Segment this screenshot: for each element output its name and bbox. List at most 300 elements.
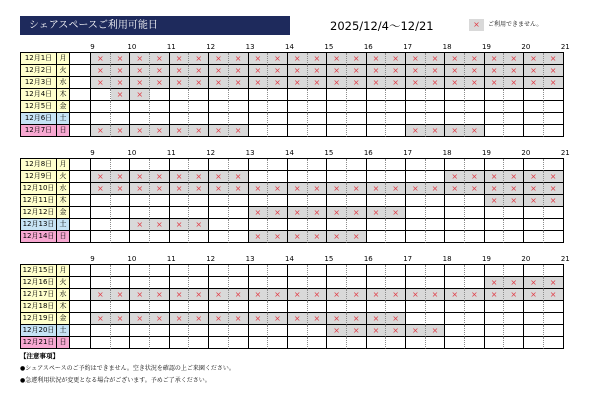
time-slot (386, 337, 406, 349)
time-slot (111, 65, 131, 77)
time-slot (465, 289, 485, 301)
time-slot (209, 289, 229, 301)
unavailable-mark: × (293, 78, 301, 87)
time-slot (229, 265, 249, 277)
time-slot (327, 277, 347, 289)
hour-label: 12 (206, 43, 216, 51)
page-title: シェアスペースご利用可能日 (20, 16, 290, 35)
time-slot (130, 301, 150, 313)
time-slot (288, 313, 308, 325)
time-slot (406, 265, 426, 277)
time-slot (249, 159, 269, 171)
time-slot (347, 89, 367, 101)
time-slot (504, 265, 524, 277)
time-slot (426, 289, 446, 301)
time-slot (485, 159, 505, 171)
time-slot (189, 289, 209, 301)
weekday-cell: 火 (57, 65, 70, 77)
time-slot (426, 325, 446, 337)
unavailable-mark: × (411, 326, 419, 335)
time-slot (229, 77, 249, 89)
time-slot (229, 171, 249, 183)
time-slot (386, 159, 406, 171)
time-slot (524, 125, 544, 137)
time-slot (426, 65, 446, 77)
time-slot (367, 313, 387, 325)
time-slot (268, 113, 288, 125)
time-slot (288, 265, 308, 277)
time-slot (347, 125, 367, 137)
time-slot (150, 77, 170, 89)
time-slot (268, 65, 288, 77)
time-slot (189, 265, 209, 277)
time-slot (465, 53, 485, 65)
time-slot (170, 207, 190, 219)
time-slot (91, 337, 111, 349)
spacer-cell (70, 125, 91, 137)
time-slot (327, 89, 347, 101)
time-slot (288, 195, 308, 207)
time-slot (229, 101, 249, 113)
time-slot (524, 53, 544, 65)
unavailable-mark: × (175, 78, 183, 87)
time-slot (111, 265, 131, 277)
time-slot (249, 53, 269, 65)
time-slot (268, 53, 288, 65)
time-slot (229, 183, 249, 195)
unavailable-mark: × (530, 172, 537, 181)
time-slot (150, 325, 170, 337)
hour-label: 10 (127, 149, 137, 157)
time-slot (426, 53, 446, 65)
unavailable-mark: × (136, 54, 144, 63)
time-slot (485, 313, 505, 325)
time-slot (485, 195, 505, 207)
spacer-cell (70, 65, 91, 77)
time-slot (327, 125, 347, 137)
unavailable-mark: × (313, 54, 321, 63)
time-slot (504, 325, 524, 337)
hour-label: 15 (324, 43, 334, 51)
unavailable-mark: × (116, 290, 124, 299)
hour-label: 9 (90, 43, 95, 51)
legend (469, 19, 542, 31)
spacer-cell (70, 313, 91, 325)
time-slot (485, 101, 505, 113)
time-slot (130, 171, 150, 183)
time-slot (406, 183, 426, 195)
time-slot (268, 219, 288, 231)
time-slot (426, 337, 446, 349)
time-slot (406, 289, 426, 301)
time-slot (524, 313, 544, 325)
spacer-cell (70, 325, 91, 337)
unavailable-mark: × (530, 196, 537, 205)
time-slot (229, 89, 249, 101)
unavailable-mark: × (293, 208, 301, 217)
time-slot (367, 277, 387, 289)
spacer-cell (70, 89, 91, 101)
time-slot (209, 277, 229, 289)
unavailable-mark: × (372, 66, 380, 75)
weekday-cell: 土 (57, 113, 70, 125)
unavailable-mark: × (473, 20, 480, 29)
time-slot (386, 183, 406, 195)
time-slot (426, 313, 446, 325)
time-slot (209, 183, 229, 195)
time-slot (229, 289, 249, 301)
unavailable-mark: × (352, 314, 360, 323)
unavailable-mark: × (116, 314, 124, 323)
unavailable-mark: × (274, 232, 281, 241)
date-cell: 12月18日 (21, 301, 57, 313)
time-slot (347, 65, 367, 77)
time-slot (367, 289, 387, 301)
time-slot (367, 231, 387, 243)
note-item: ●急遽利用状況が変更となる場合がございます。予めご了承ください。 (20, 377, 211, 384)
unavailable-mark: × (274, 290, 281, 299)
time-slot (504, 125, 524, 137)
unavailable-mark: × (175, 66, 183, 75)
time-slot (445, 277, 465, 289)
time-slot (249, 325, 269, 337)
date-cell: 12月3日 (21, 77, 57, 89)
time-slot (150, 207, 170, 219)
hour-label: 17 (403, 43, 413, 51)
time-slot (170, 325, 190, 337)
unavailable-mark: × (215, 184, 222, 193)
unavailable-mark: × (156, 126, 163, 135)
time-slot (91, 231, 111, 243)
schedule-grid (20, 264, 564, 349)
unavailable-mark: × (490, 54, 498, 63)
unavailable-mark: × (96, 172, 104, 181)
time-slot (504, 337, 524, 349)
time-slot (268, 325, 288, 337)
time-slot (249, 183, 269, 195)
time-slot (386, 207, 406, 219)
unavailable-mark: × (549, 196, 557, 205)
time-slot (209, 159, 229, 171)
time-slot (524, 89, 544, 101)
time-slot (150, 89, 170, 101)
notes-heading: 【注意事項】 (20, 352, 59, 360)
time-slot (288, 337, 308, 349)
time-slot (111, 301, 131, 313)
hour-label: 21 (560, 149, 570, 157)
unavailable-mark: × (254, 290, 262, 299)
time-slot (229, 219, 249, 231)
time-slot (268, 125, 288, 137)
time-slot (524, 219, 544, 231)
time-slot (189, 159, 209, 171)
time-slot (288, 325, 308, 337)
unavailable-mark: × (254, 232, 262, 241)
time-slot (189, 219, 209, 231)
weekday-cell: 日 (57, 337, 70, 349)
date-cell: 12月15日 (21, 265, 57, 277)
time-slot (111, 183, 131, 195)
time-slot (504, 231, 524, 243)
time-slot (386, 289, 406, 301)
time-slot (170, 265, 190, 277)
weekday-cell: 日 (57, 231, 70, 243)
unavailable-mark: × (96, 78, 104, 87)
unavailable-mark: × (372, 184, 380, 193)
time-slot (347, 265, 367, 277)
unavailable-mark: × (116, 126, 124, 135)
time-slot (386, 125, 406, 137)
time-slot (91, 313, 111, 325)
unavailable-mark: × (471, 78, 478, 87)
week-schedule (20, 43, 580, 137)
time-slot (249, 219, 269, 231)
time-slot (544, 171, 564, 183)
time-slot (308, 207, 328, 219)
unavailable-mark: × (431, 184, 439, 193)
time-slot (445, 113, 465, 125)
time-slot (130, 265, 150, 277)
time-slot (209, 265, 229, 277)
time-slot (544, 337, 564, 349)
hour-axis (20, 43, 580, 52)
unavailable-mark: × (352, 326, 360, 335)
unavailable-mark: × (234, 126, 242, 135)
time-slot (367, 265, 387, 277)
unavailable-mark: × (234, 290, 242, 299)
unavailable-mark: × (392, 184, 399, 193)
time-slot (465, 207, 485, 219)
time-slot (367, 159, 387, 171)
time-slot (406, 313, 426, 325)
time-slot (189, 231, 209, 243)
time-slot (367, 113, 387, 125)
time-slot (308, 265, 328, 277)
unavailable-mark: × (313, 314, 321, 323)
unavailable-mark: × (313, 78, 321, 87)
time-slot (150, 171, 170, 183)
time-slot (209, 89, 229, 101)
unavailable-mark: × (254, 66, 262, 75)
time-slot (465, 301, 485, 313)
hour-label: 20 (521, 255, 531, 263)
time-slot (406, 125, 426, 137)
unavailable-mark: × (313, 66, 321, 75)
unavailable-mark: × (510, 66, 518, 75)
unavailable-mark: × (490, 78, 498, 87)
time-slot (189, 171, 209, 183)
time-slot (544, 301, 564, 313)
time-slot (150, 53, 170, 65)
time-slot (130, 289, 150, 301)
time-slot (504, 313, 524, 325)
time-slot (426, 277, 446, 289)
time-slot (524, 101, 544, 113)
unavailable-mark: × (549, 78, 557, 87)
time-slot (445, 77, 465, 89)
hour-label: 19 (482, 255, 491, 263)
time-slot (406, 195, 426, 207)
time-slot (229, 231, 249, 243)
time-slot (327, 77, 347, 89)
unavailable-mark: × (372, 54, 380, 63)
unavailable-mark: × (175, 314, 183, 323)
unavailable-mark: × (195, 66, 203, 75)
date-cell: 12月19日 (21, 313, 57, 325)
spacer-cell (70, 183, 91, 195)
unavailable-mark: × (156, 172, 163, 181)
time-slot (150, 183, 170, 195)
unavailable-mark: × (490, 184, 498, 193)
unavailable-mark: × (254, 78, 262, 87)
time-slot (465, 325, 485, 337)
time-slot (386, 313, 406, 325)
time-slot (406, 207, 426, 219)
unavailable-mark: × (215, 290, 222, 299)
hour-label: 13 (245, 43, 255, 51)
weekday-cell: 水 (57, 77, 70, 89)
time-slot (170, 65, 190, 77)
time-slot (544, 113, 564, 125)
time-slot (445, 183, 465, 195)
time-slot (130, 313, 150, 325)
time-slot (288, 231, 308, 243)
time-slot (249, 113, 269, 125)
time-slot (150, 195, 170, 207)
time-slot (524, 337, 544, 349)
unavailable-mark: × (116, 54, 124, 63)
unavailable-mark: × (549, 54, 557, 63)
time-slot (544, 265, 564, 277)
time-slot (367, 337, 387, 349)
time-slot (347, 159, 367, 171)
time-slot (367, 195, 387, 207)
unavailable-mark: × (175, 184, 183, 193)
time-slot (111, 207, 131, 219)
unavailable-mark: × (333, 232, 340, 241)
time-slot (524, 289, 544, 301)
week-schedule (20, 255, 580, 349)
unavailable-mark: × (116, 66, 124, 75)
time-slot (111, 325, 131, 337)
time-slot (544, 219, 564, 231)
time-slot (170, 231, 190, 243)
time-slot (150, 219, 170, 231)
unavailable-mark: × (274, 184, 281, 193)
time-slot (544, 231, 564, 243)
time-slot (130, 113, 150, 125)
unavailable-mark: × (333, 184, 340, 193)
unavailable-mark: × (96, 126, 104, 135)
unavailable-mark: × (471, 66, 478, 75)
time-slot (485, 219, 505, 231)
time-slot (249, 231, 269, 243)
time-slot (249, 207, 269, 219)
weekday-cell: 金 (57, 207, 70, 219)
time-slot (130, 325, 150, 337)
time-slot (130, 159, 150, 171)
hour-label: 10 (127, 255, 137, 263)
time-slot (367, 207, 387, 219)
time-slot (308, 171, 328, 183)
time-slot (367, 171, 387, 183)
time-slot (426, 231, 446, 243)
unavailable-mark: × (510, 278, 518, 287)
time-slot (347, 289, 367, 301)
time-slot (170, 125, 190, 137)
time-slot (308, 301, 328, 313)
unavailable-mark: × (471, 172, 478, 181)
date-cell: 12月6日 (21, 113, 57, 125)
time-slot (544, 277, 564, 289)
time-slot (308, 183, 328, 195)
time-slot (308, 231, 328, 243)
time-slot (445, 265, 465, 277)
time-slot (406, 77, 426, 89)
time-slot (249, 337, 269, 349)
unavailable-mark: × (215, 78, 222, 87)
time-slot (445, 207, 465, 219)
time-slot (189, 65, 209, 77)
weekday-cell: 火 (57, 171, 70, 183)
time-slot (445, 195, 465, 207)
date-range: 2025/12/4～12/21 (330, 19, 434, 33)
time-slot (111, 125, 131, 137)
time-slot (347, 301, 367, 313)
time-slot (229, 53, 249, 65)
time-slot (288, 183, 308, 195)
time-slot (367, 89, 387, 101)
time-slot (465, 183, 485, 195)
time-slot (111, 89, 131, 101)
time-slot (308, 195, 328, 207)
time-slot (406, 325, 426, 337)
weekday-cell: 木 (57, 195, 70, 207)
time-slot (406, 171, 426, 183)
time-slot (91, 89, 111, 101)
time-slot (170, 89, 190, 101)
time-slot (504, 183, 524, 195)
time-slot (485, 89, 505, 101)
date-cell: 12月20日 (21, 325, 57, 337)
time-slot (544, 65, 564, 77)
hour-label: 21 (560, 255, 570, 263)
time-slot (249, 65, 269, 77)
unavailable-mark: × (333, 54, 340, 63)
time-slot (524, 207, 544, 219)
time-slot (386, 53, 406, 65)
time-slot (347, 113, 367, 125)
time-slot (485, 265, 505, 277)
hour-label: 18 (442, 43, 452, 51)
time-slot (347, 277, 367, 289)
unavailable-mark: × (411, 290, 419, 299)
unavailable-mark: × (530, 290, 537, 299)
time-slot (327, 183, 347, 195)
unavailable-mark: × (490, 172, 498, 181)
time-slot (386, 195, 406, 207)
time-slot (426, 89, 446, 101)
hour-label: 9 (90, 149, 95, 157)
weekday-cell: 水 (57, 183, 70, 195)
unavailable-mark: × (372, 78, 380, 87)
unavailable-mark: × (549, 290, 557, 299)
time-slot (465, 195, 485, 207)
time-slot (347, 195, 367, 207)
time-slot (170, 337, 190, 349)
time-slot (308, 65, 328, 77)
unavailable-mark: × (352, 208, 360, 217)
